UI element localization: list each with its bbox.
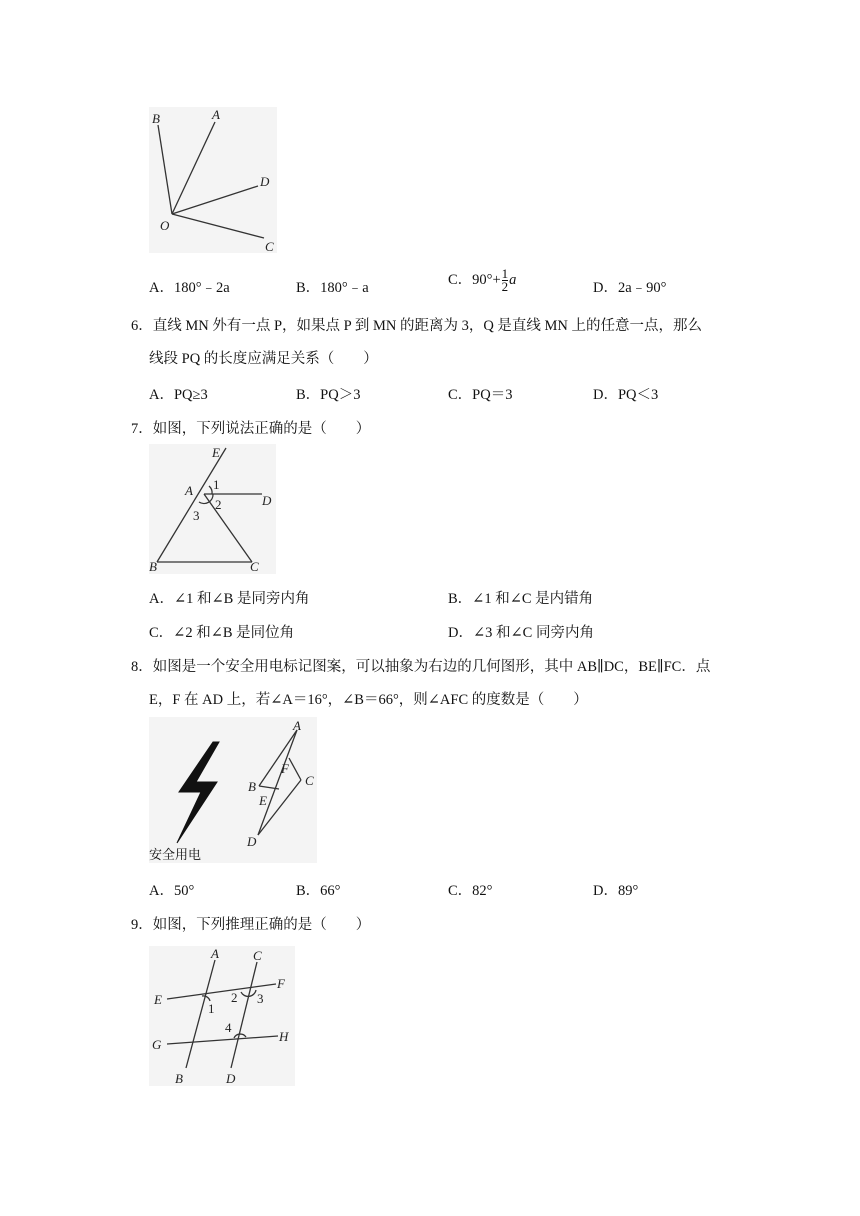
segment-ab [259, 730, 297, 786]
q7-stem: 7．如图，下列说法正确的是（ ） [131, 421, 371, 437]
q7-option-c[interactable] [149, 621, 294, 642]
option-text: 90°+ [472, 272, 501, 288]
q9-figure [149, 946, 295, 1086]
q5-option-c[interactable] [448, 268, 516, 293]
label-b: B [149, 559, 157, 574]
option-key: B． [296, 387, 321, 403]
option-key: C． [448, 272, 473, 288]
label-a: A [185, 483, 193, 498]
q9-stem: 9．如图，下列推理正确的是（ ） [131, 917, 371, 933]
lightning-bolt-icon [177, 742, 219, 843]
label-b: B [152, 111, 160, 126]
label-e: E [259, 793, 267, 808]
segment-ad [258, 730, 297, 835]
option-key: C． [149, 625, 174, 641]
option-key: B． [296, 280, 321, 296]
q8-stem-line1: 8．如图是一个安全用电标记图案，可以抽象为右边的几何图形，其中 AB∥DC，BE∥FC．点 [131, 659, 711, 675]
angle-3: 3 [193, 508, 200, 523]
option-text: PQ＝3 [472, 387, 513, 403]
q7-option-b[interactable] [448, 587, 593, 608]
angle-3: 3 [257, 991, 264, 1006]
option-text: PQ＜3 [617, 387, 659, 403]
q6-option-c[interactable] [448, 383, 512, 404]
q7-diagram [149, 444, 276, 574]
q7-option-d[interactable] [448, 621, 594, 642]
ray-od [172, 186, 258, 214]
fraction-numerator: 1 [501, 266, 509, 282]
q7-option-a[interactable] [149, 587, 309, 608]
q8-option-b[interactable] [296, 879, 340, 900]
label-d: D [262, 493, 272, 508]
angle-2: 2 [215, 497, 222, 512]
q5-diagram [149, 107, 277, 253]
option-text: ∠1 和∠C 是内错角 [472, 591, 594, 607]
option-key: A． [149, 280, 174, 296]
label-o: O [160, 218, 170, 233]
label-a: A [212, 107, 220, 122]
label-d: D [247, 834, 257, 849]
ray-oa [172, 122, 215, 214]
label-f: F [281, 761, 289, 776]
q6-option-b[interactable] [296, 383, 360, 404]
label-g: G [152, 1037, 162, 1052]
sign-caption: 安全用电 [149, 847, 202, 862]
line-cd [231, 962, 257, 1068]
label-c: C [305, 773, 314, 788]
q8-stem-line2: E，F 在 AD 上，若∠A＝16°，∠B＝66°，则∠AFC 的度数是（ ） [149, 692, 588, 708]
angle-4: 4 [225, 1020, 232, 1035]
label-b: B [175, 1071, 183, 1086]
option-key: B． [296, 883, 321, 899]
label-e: E [212, 445, 220, 460]
option-key: D． [593, 280, 618, 296]
q8-option-d[interactable] [593, 879, 638, 900]
q6-option-a[interactable] [149, 383, 208, 404]
option-text: ∠3 和∠C 同旁内角 [472, 625, 594, 641]
label-f: F [277, 976, 285, 991]
option-key: C． [448, 883, 473, 899]
option-key: C． [448, 387, 473, 403]
option-key: D． [593, 387, 618, 403]
ray-ob [158, 125, 172, 214]
angle-1: 1 [213, 477, 220, 492]
q5-option-d[interactable] [593, 276, 666, 297]
fraction-denominator: 2 [501, 279, 509, 295]
q5-option-b[interactable] [296, 276, 369, 297]
segment-ac [204, 494, 252, 562]
angle-2: 2 [231, 990, 238, 1005]
option-key: A． [149, 883, 174, 899]
label-h: H [279, 1029, 289, 1044]
q9-diagram [149, 946, 295, 1086]
q8-option-a[interactable] [149, 879, 194, 900]
option-text: ∠1 和∠B 是同旁内角 [173, 591, 310, 607]
label-c: C [250, 559, 259, 574]
q6-option-d[interactable] [593, 383, 658, 404]
angle-arc [199, 494, 213, 504]
angle-1: 1 [208, 1001, 215, 1016]
q5-figure [149, 107, 277, 253]
option-key: D． [448, 625, 473, 641]
q8-option-c[interactable] [448, 879, 492, 900]
option-key: A． [149, 387, 174, 403]
option-text: 180°﹣a [320, 280, 369, 296]
q6-stem-line2: 线段 PQ 的长度应满足关系（ ） [149, 351, 378, 367]
q8-figure [149, 717, 317, 863]
label-d: D [260, 174, 270, 189]
fraction [502, 268, 509, 293]
label-c: C [265, 239, 274, 253]
angle-arc [234, 1034, 246, 1038]
ray-oc [172, 214, 264, 238]
option-text: a [509, 272, 517, 288]
q8-diagram [149, 717, 317, 863]
label-a: A [293, 718, 301, 733]
option-text: 2a﹣90° [617, 280, 667, 296]
line-gh [167, 1036, 278, 1044]
option-text: 66° [320, 883, 341, 899]
q7-figure [149, 444, 276, 574]
label-c: C [253, 948, 262, 963]
option-text: 50° [173, 883, 195, 899]
option-text: 89° [617, 883, 639, 899]
option-text: PQ＞3 [320, 387, 361, 403]
label-d: D [226, 1071, 236, 1086]
option-key: B． [448, 591, 473, 607]
q6-stem-line1: 6．直线 MN 外有一点 P，如果点 P 到 MN 的距离为 3，Q 是直线 MN 上的任意一点，那么 [131, 318, 703, 334]
option-key: A． [149, 591, 174, 607]
label-a: A [211, 946, 219, 961]
option-text: ∠2 和∠B 是同位角 [173, 625, 295, 641]
label-b: B [248, 779, 256, 794]
segment-fc [289, 758, 301, 780]
option-text: PQ≥3 [173, 387, 208, 403]
angle-arc [209, 486, 212, 494]
option-text: 82° [472, 883, 493, 899]
q5-option-a[interactable] [149, 276, 230, 297]
option-key: D． [593, 883, 618, 899]
label-e: E [154, 992, 162, 1007]
option-text: 180°﹣2a [173, 280, 230, 296]
